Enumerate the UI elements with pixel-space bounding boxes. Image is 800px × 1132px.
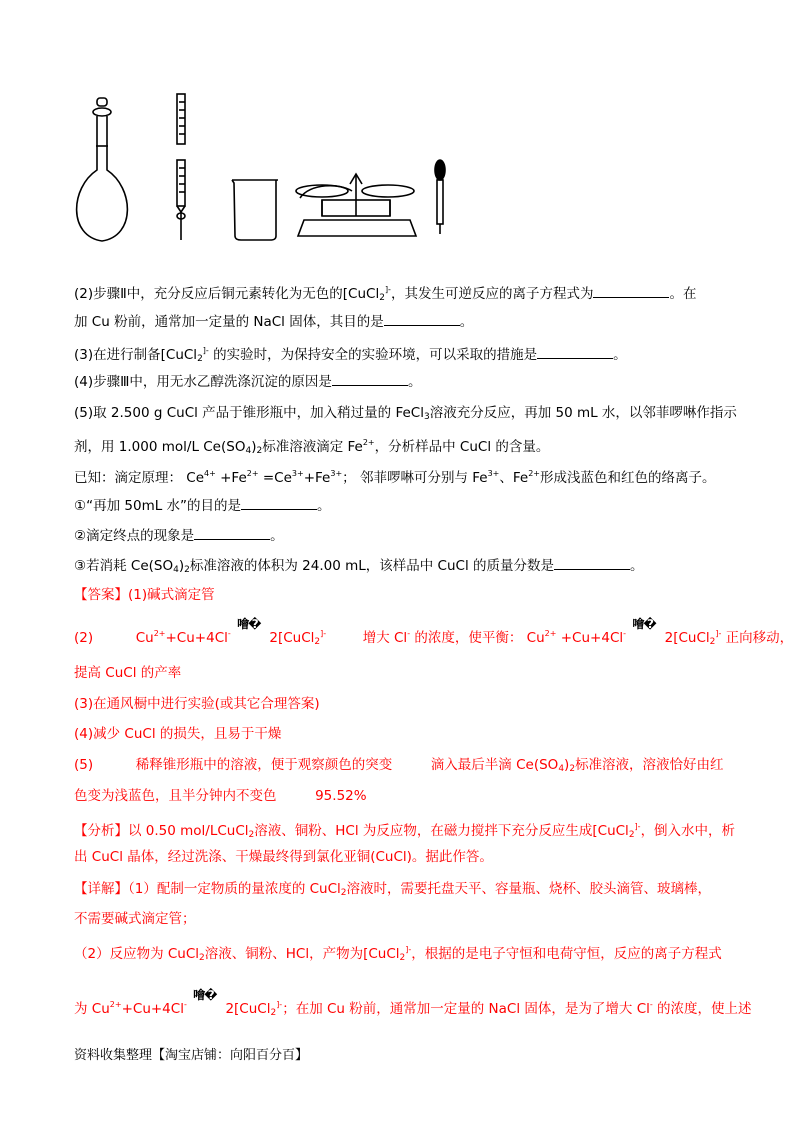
answer-2-line-2	[74, 663, 734, 683]
answer-blank[interactable]	[554, 555, 630, 570]
text: 出 CuCl 晶体，经过洗涤、干燥最终得到氯化亚铜(CuCl)。据此作答。	[74, 849, 493, 865]
text: 溶液时，需要托盘天平、容量瓶、烧杯、胶头滴管、玻璃棒，	[346, 881, 712, 897]
answer-blank[interactable]	[241, 495, 317, 510]
answer-blank[interactable]	[384, 311, 460, 326]
answer-2-line-1	[74, 617, 794, 652]
text: (4)减少 CuCl 的损失，且易于干燥	[74, 726, 282, 742]
superscript: ]-	[715, 629, 722, 638]
text: (3)在通风橱中进行实验(或其它合理答案)	[74, 696, 320, 712]
text: ①“再加 50mL 水”的目的是	[74, 498, 242, 514]
reversible-arrow-icon: 噲�	[237, 617, 261, 631]
text: 溶液、铜粉、HCl，产物为[CuCl	[204, 946, 400, 962]
superscript: 2+	[544, 629, 557, 638]
subscript: 2	[270, 1008, 277, 1018]
page-footer: 资料收集整理【淘宝店铺：向阳百分百】	[74, 1048, 309, 1063]
text: +Fe	[215, 470, 247, 486]
text: ③若消耗 Ce(SO	[74, 558, 174, 574]
text: 。	[270, 528, 284, 544]
text: 2[CuCl	[664, 630, 710, 646]
superscript: ]-	[320, 629, 327, 638]
text: 、Fe	[499, 470, 529, 486]
question-4	[74, 371, 734, 392]
text: 。	[630, 558, 644, 574]
subscript: 2	[399, 953, 406, 963]
subscript: 2	[340, 888, 347, 898]
volumetric-flask-icon	[77, 98, 128, 241]
text: 标准溶液滴定 Fe	[262, 439, 363, 455]
superscript: -	[183, 1000, 187, 1009]
answer-blank[interactable]	[537, 344, 613, 359]
text: 。	[613, 347, 627, 363]
superscript: -	[227, 629, 231, 638]
text: 2[CuCl	[269, 630, 315, 646]
sub-question-2	[74, 525, 734, 546]
text: +Cu+4Cl	[556, 630, 624, 646]
superscript: -	[623, 629, 627, 638]
sub-question-1	[74, 495, 734, 516]
question-2-line-2	[74, 311, 734, 332]
subscript: 2	[314, 637, 321, 647]
text: (4)步骤Ⅲ中，用无水乙醇洗涤沉淀的原因是	[74, 374, 332, 390]
text: 不需要碱式滴定管；	[74, 911, 196, 927]
reversible-arrow-icon: 噲�	[193, 988, 217, 1002]
text: (2)步骤Ⅱ中，充分反应后铜元素转化为无色的[CuCl	[74, 286, 380, 302]
text: (3)在进行制备[CuCl	[74, 347, 198, 363]
question-5-line-1	[74, 403, 737, 427]
detail-1-line-2	[74, 909, 734, 929]
answer-blank[interactable]	[332, 371, 408, 386]
superscript: 2+	[153, 629, 166, 638]
text: 。	[407, 374, 422, 390]
beaker-icon	[232, 180, 278, 240]
detail-2-line-1	[74, 940, 734, 968]
subscript: 2	[628, 830, 635, 840]
superscript: ]-	[384, 285, 391, 294]
text: 形成浅蓝色和红色的络离子。	[540, 470, 716, 486]
text: +Cu+4Cl	[121, 1001, 184, 1017]
superscript: ]-	[405, 945, 412, 954]
text: 剂，用 1.000 mol/L Ce(SO	[74, 439, 246, 455]
known-principle	[74, 464, 734, 488]
subscript: 4	[173, 565, 179, 575]
tray-balance-icon	[296, 174, 416, 236]
text: ；在加 Cu 粉前，通常加一定量的 NaCl 固体，是为了增大 Cl	[282, 1001, 650, 1017]
superscript: 3+	[291, 469, 304, 478]
text: 色变为浅蓝色，且半分钟内不变色	[74, 788, 277, 804]
superscript: 3+	[487, 469, 500, 478]
answer-5-line-2	[74, 786, 734, 806]
text: 2[CuCl	[225, 1001, 271, 1017]
text: ； 邻菲啰啉可分别与 Fe	[342, 470, 488, 486]
text: 溶液充分反应，再加 50 mL 水，以邻菲啰啉作指示	[429, 405, 737, 421]
text: ，分析样品中 CuCl 的含量。	[374, 439, 550, 455]
question-5-line-2: 剂，用 1.000 mol/L $Ce(SO_4)_2$标准溶液滴定 $Fe^{2+}$，分析样品中 CuCl 的含量。	[74, 438, 550, 456]
text: 标准溶液的体积为 24.00 mL，该样品中 CuCl 的质量分数是	[189, 558, 554, 574]
superscript: ]-	[202, 346, 209, 355]
text: 增大 Cl	[362, 630, 408, 646]
text: (5)	[74, 757, 94, 773]
superscript: 4+	[204, 469, 216, 478]
text: （2）反应物为 CuCl	[74, 946, 200, 962]
subscript: 2	[199, 953, 205, 963]
text: +Cu+4Cl	[165, 630, 228, 646]
superscript: 2+	[362, 438, 375, 447]
text: 稀释锥形瓶中的溶液，便于观察颜色的突变	[135, 757, 393, 773]
subscript: 2	[569, 764, 576, 774]
text: (5)取 2.500 g CuCl 产品于锥形瓶中，加入稍过量的 FeCl	[74, 405, 424, 421]
burette-icon	[177, 94, 185, 240]
subscript: 2	[184, 565, 190, 575]
text: 。	[459, 314, 474, 330]
reversible-arrow-icon: 噲�	[632, 617, 656, 631]
text: 提高 CuCl 的产率	[74, 665, 182, 681]
text: 加 Cu 粉前，通常加一定量的 NaCl 固体，其目的是	[74, 314, 384, 330]
answer-5-line-1: (5) 稀释锥形瓶中的溶液，便于观察颜色的突变 滴入最后半滴 $Ce(SO_4)_2$标准溶液，溶液恰好由红	[74, 757, 724, 774]
subscript: 2	[197, 354, 203, 364]
text: 为 Cu	[74, 1001, 110, 1017]
subscript: 2	[709, 637, 716, 647]
text: Cu	[135, 630, 154, 646]
analysis-line-1	[74, 817, 734, 845]
detail-2-line-2	[74, 988, 752, 1023]
text: 95.52%	[315, 788, 367, 804]
answer-4	[74, 724, 734, 744]
text: 的浓度，使平衡： Cu	[410, 630, 545, 646]
text: 溶液、铜粉、HCl 为反应物，在磁力搅拌下充分反应生成[CuCl	[254, 823, 629, 839]
text: 【分析】以 0.50 mol/LCuCl	[74, 823, 249, 839]
question-2-line-1	[74, 280, 734, 308]
text: ，倒入水中，析	[640, 823, 736, 839]
text: +Fe	[303, 470, 331, 486]
subscript: 2	[379, 293, 385, 303]
text: (2)	[74, 630, 94, 646]
answer-3	[74, 694, 734, 714]
superscript: 2+	[109, 1000, 122, 1009]
text: 【详解】（1）配制一定物质的量浓度的 CuCl	[74, 881, 341, 897]
text: =Ce	[258, 470, 292, 486]
analysis-line-2	[74, 847, 734, 867]
superscript: ]-	[276, 1000, 283, 1009]
answer-1	[74, 585, 734, 605]
subscript: 2	[256, 446, 263, 456]
subscript: 4	[558, 764, 565, 774]
lab-apparatus-illustration	[60, 88, 530, 248]
subscript: 4	[245, 446, 252, 456]
superscript: -	[407, 629, 411, 638]
text: 的实验时，为保持安全的实验环境，可以采取的措施是	[208, 347, 538, 363]
superscript: 3+	[330, 469, 343, 478]
answer-blank[interactable]	[593, 283, 669, 298]
detail-1-line-1	[74, 879, 734, 903]
text: ，根据的是电子守恒和电荷守恒，反应的离子方程式	[411, 946, 722, 962]
superscript: -	[649, 1000, 653, 1009]
text: 。在	[669, 286, 697, 302]
text: 滴入最后半滴 Ce(SO	[430, 757, 559, 773]
answer-blank[interactable]	[194, 525, 270, 540]
text: 标准溶液，溶液恰好由红	[575, 757, 724, 773]
subscript: 3	[423, 412, 430, 422]
dropper-icon	[435, 160, 445, 234]
subscript: 2	[248, 830, 255, 840]
text: 【答案】(1)碱式滴定管	[74, 587, 215, 603]
question-3	[74, 341, 734, 369]
text: 已知：滴定原理： Ce	[74, 470, 205, 486]
text: 正向移动，	[721, 630, 794, 646]
text: ②滴定终点的现象是	[74, 528, 195, 544]
superscript: 2+	[246, 469, 259, 478]
sub-question-3: ③若消耗 $Ce(SO_4)_2$标准溶液的体积为 24.00 mL，该样品中 CuCl 的质量分数是 。	[74, 555, 734, 580]
superscript: 2+	[528, 469, 541, 478]
text: 的浓度，使上述	[652, 1001, 752, 1017]
superscript: ]-	[634, 822, 641, 831]
text: 。	[317, 498, 331, 514]
text: ，其发生可逆反应的离子方程式为	[390, 286, 594, 302]
